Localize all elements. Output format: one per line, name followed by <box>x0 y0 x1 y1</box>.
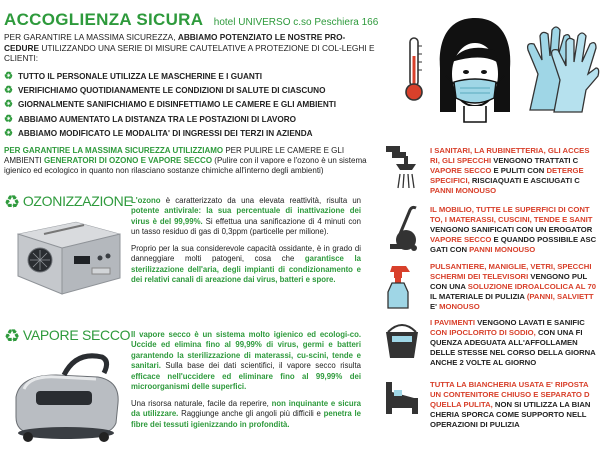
ozone-text-3: potente antivirale: la sua percentuale di inattivazione dei virus è del 99,99%. <box>131 206 361 226</box>
list-item-text: ABBIAMO MODIFICATO LE MODALITA' DI INGRESSI DEI TERZI IN AZIENDA <box>17 128 313 138</box>
steam-paragraph-1 <box>131 330 361 393</box>
bed-line: CHERIA SPORCA COME SUPPORTO NELL <box>430 410 587 419</box>
vacuum-line: VAPORE SECCO <box>430 235 492 244</box>
steam-heading-text: VAPORE SECCO <box>22 327 131 343</box>
vacuum-line: GATI CON <box>430 245 468 254</box>
list-item-text: GIORNALMENTE SANIFICHIAMO E DISINFETTIAMO LE CAMERE E GLI AMBIENTI <box>17 100 337 110</box>
bath-line: RI, GLI SPECCHI <box>430 156 492 165</box>
steam-text-9: penetra le fibre dei tessuti igienizzando in profondità. <box>131 409 361 429</box>
spray-line: IL MATERIALE DI PULIZIA <box>430 292 525 301</box>
hotel-address: hotel UNIVERSO c.so Peschiera 166 <box>213 17 379 28</box>
ozone-text-6: garantisce la sterilizzazione dell'aria, degli impianti di condizionamento e dei relativi canali di areazione dai virus, batteri e spore. <box>131 254 361 285</box>
bath-line: SPECIFICI, <box>430 176 470 185</box>
steam-text-1: Il vapore secco <box>131 330 191 339</box>
vacuum-line: TO, I MATERASSI, CUSCINI, TENDE E SANIT <box>430 215 593 224</box>
faucet-shower-icon <box>382 142 418 192</box>
ozone-text-4: Si effettua una sanificazione di 4 minuti con un tasso residuo di gas di 0,3ppm (particelle per milione). <box>131 216 361 237</box>
recycle-icon: ♻ <box>4 99 13 111</box>
bath-line: I SANITARI, LA RUBINETTERIA, GLI ACCES <box>430 146 590 155</box>
list-item <box>4 127 384 141</box>
intro-part-1: PER GARANTIRE LA MASSIMA SICUREZZA, <box>4 32 176 42</box>
list-item <box>4 113 384 127</box>
measures-list <box>4 70 384 141</box>
steam-cleaner-image <box>6 345 126 445</box>
list-item-text: ABBIAMO AUMENTATO LA DISTANZA TRA LE POSTAZIONI DI LAVORO <box>17 114 297 124</box>
spray-line: MONOUSO <box>439 302 480 311</box>
bucket-line: CON UNA FI <box>537 328 583 337</box>
steam-heading <box>4 326 130 347</box>
list-item-text: VERIFICHIAMO QUOTIDIANAMENTE LE CONDIZIONI DI SALUTE DI CIASCUNO <box>17 86 326 96</box>
ozone-paragraph-1 <box>131 196 361 238</box>
bucket-line: CON IPOCLORITO DI SODIO, <box>430 328 536 337</box>
bed-line: NON SI UTILIZZA LA BIAN <box>494 400 591 409</box>
spray-bottle-icon <box>386 262 416 312</box>
bed-line: OPERAZIONI DI PULIZIA <box>430 420 520 429</box>
recycle-icon: ♻ <box>4 85 13 97</box>
section2-part-2: PER PULIRE LE CAMERE E GLI AMBIENTI <box>4 146 345 166</box>
spray-line: (PANNI, SALVIETT <box>526 292 594 301</box>
bath-line: PANNI MONOUSO <box>430 186 497 195</box>
bath-line: E PULITI CON <box>493 166 545 175</box>
recycle-icon: ♻ <box>4 326 20 346</box>
section2-text <box>4 146 376 177</box>
recycle-icon: ♻ <box>4 127 13 139</box>
recycle-icon: ♻ <box>4 113 13 125</box>
bath-line: VAPORE SECCO <box>430 166 492 175</box>
woman-with-mask-icon <box>434 14 516 126</box>
bed-text <box>430 380 600 430</box>
bucket-text <box>430 318 600 368</box>
list-item <box>4 84 384 98</box>
section2-part-4: (Pulire con il vapore e l'ozono è un sistema igienico ed ecologico in quanto non rilasciano sostanze chimiche all'interno degli ambienti) <box>4 156 367 176</box>
recycle-icon: ♻ <box>4 192 20 212</box>
bath-text <box>430 146 600 196</box>
spray-line: CON UNA <box>430 282 466 291</box>
recycle-icon: ♻ <box>4 71 13 82</box>
ozone-text-5: Proprio per la sua considerevole capacità ossidante, è in grado di danneggiare molti patogeni, cosa che <box>131 243 361 264</box>
steam-text-3: Uccide ed elimina fino al 99,99% di virus, germi e batteri garantendo la sterilizzazione di materassi, cu-scini, tende e sanitari. <box>131 340 361 371</box>
ozone-text-2: è caratterizzato da una elevata reattività, risulta un <box>165 196 361 205</box>
steam-text-7: non inquinante e sicura da utilizzare. <box>131 398 361 419</box>
spray-line: SCHERMI DEI TELEVISORI <box>430 272 529 281</box>
ozone-heading <box>4 192 133 213</box>
bucket-line: I PAVIMENTI <box>430 318 475 327</box>
bucket-line: DELLE STESSE NEL CORSO DELLA GIORNA <box>430 348 596 357</box>
vacuum-line: IL MOBILIO, TUTTE LE SUPERFICI DI CONT <box>430 205 590 214</box>
ozone-heading-text: OZONIZZAZIONE <box>22 193 133 209</box>
ozone-generator-image <box>4 212 124 300</box>
steam-text <box>131 330 361 436</box>
spray-line: PULSANTIERE, MANIGLIE, VETRI, SPECCHI <box>430 262 592 271</box>
page-title: ACCOGLIENZA SICURA <box>4 10 204 29</box>
steam-text-5: efficace nell'uccidere ed eliminare fino al 99,99% dei microorganismi delle superfici. <box>131 371 361 392</box>
vacuum-line: E QUANDO POSSIBILE ASC <box>493 235 597 244</box>
bed-line: UN CONTENITORE CHIUSO E SEPARATO D <box>430 390 590 399</box>
thermometer-icon <box>402 36 426 102</box>
vacuum-line: PANNI MONOUSO <box>469 245 536 254</box>
ozone-text <box>131 196 361 292</box>
steam-text-2: è un sistema molto igienico ed ecologi-co. <box>194 330 361 339</box>
spray-line: VENGONO PUL <box>530 272 588 281</box>
bath-line: RISCIAQUATI E ASCIUGATI C <box>471 176 580 185</box>
bucket-line: VENGONO LAVATI E SANIFIC <box>477 318 585 327</box>
intro-part-3: UTILIZZANDO UNA SERIE DI MISURE CAUTELATIVE A PROTEZIONE DI COL-LEGHI E CLIENTI: <box>4 42 375 64</box>
page-header <box>4 10 378 30</box>
section2-part-3: GENERATORI DI OZONO E VAPORE SECCO <box>44 156 213 166</box>
bath-line: DETERGE <box>546 166 584 175</box>
section2-part-1: PER GARANTIRE LA MASSIMA SICUREZZA UTILIZZIAMO <box>4 146 224 155</box>
ozone-paragraph-2 <box>131 244 361 286</box>
bed-icon <box>382 378 422 418</box>
list-item <box>4 70 384 84</box>
spray-line: E' <box>430 302 437 311</box>
ozone-text-1: L'ozono <box>131 196 161 205</box>
list-item-text: TUTTO IL PERSONALE UTILIZZA LE MASCHERINE E I GUANTI <box>17 72 263 81</box>
spray-text <box>430 262 600 312</box>
bath-line: VENGONO TRATTATI C <box>493 156 579 165</box>
vacuum-text <box>430 205 600 255</box>
steam-text-8: Raggiunge anche gli angoli più difficili e <box>181 409 321 419</box>
steam-paragraph-2 <box>131 399 361 430</box>
steam-text-6: Una risorsa naturale, facile da reperire, <box>131 398 269 408</box>
vacuum-cleaner-icon <box>386 204 426 252</box>
bucket-line: ANCHE 2 VOLTE AL GIORNO <box>430 358 537 367</box>
bed-line: QUELLA PULITA, <box>430 400 493 409</box>
intro-text <box>4 32 376 64</box>
gloves-icon <box>520 22 600 114</box>
bed-line: TUTTA LA BIANCHERIA USATA E' RIPOSTA <box>430 380 589 389</box>
bucket-icon <box>382 318 422 362</box>
list-item <box>4 98 384 112</box>
intro-part-2: ABBIAMO POTENZIATO LE NOSTRE PRO-CEDURE <box>4 32 346 53</box>
steam-text-4: Sulla base dei dati scientifici, il vapore secco risulta <box>165 361 361 371</box>
vacuum-line: VENGONO SANIFICATI CON UN EROGATOR <box>430 225 593 234</box>
spray-line: SOLUZIONE IDROALCOLICA AL 70 <box>467 282 597 291</box>
bucket-line: QUENZA ADEGUATA ALL'AFFOLLAMEN <box>430 338 578 347</box>
